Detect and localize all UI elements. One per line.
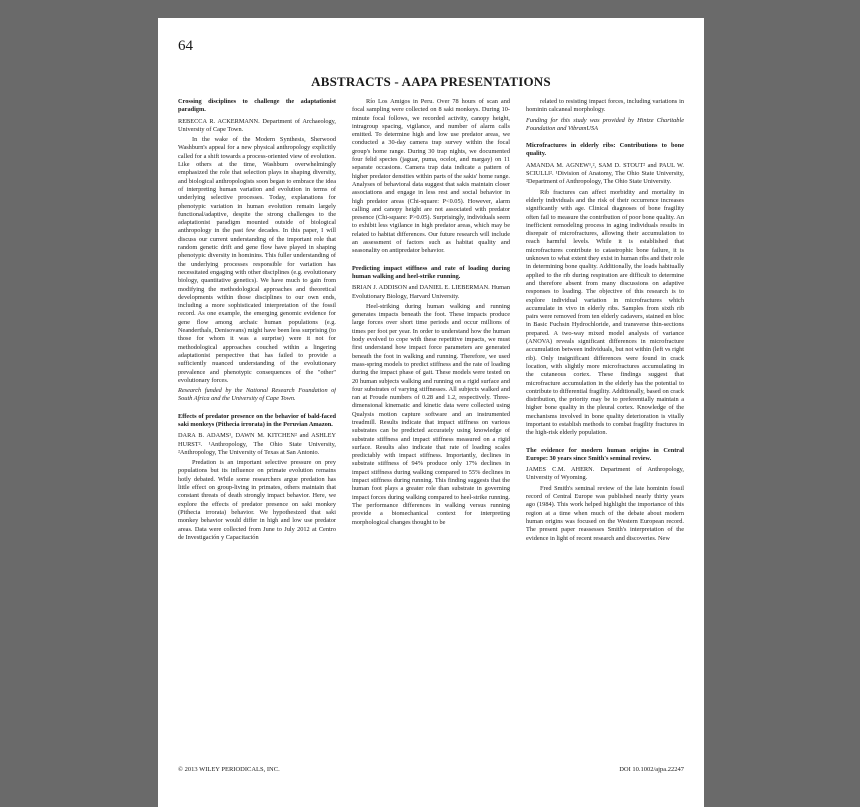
abstract-title: Predicting impact stiffness and rate of loading during human walking and heel-strike running. xyxy=(352,264,510,280)
abstract-authors: REBECCA R. ACKERMANN. Department of Archaeology, University of Cape Town. xyxy=(178,117,336,133)
abstract-body: In the wake of the Modern Synthesis, Sherwood Washburn's appeal for a new physical anthropology explicitly called for a shift towards a process-oriented view of evolution. Like others at the time, Washburn overwhelmingly emphasized the role that selection plays in shaping diversity, and biological anthropologists soon began to embrace the idea of interpreting human variation and evolution in terms of underlying selective processes. Today, explanations for phenotypic variation in human evolution remain largely functional/adaptive, despite the strong challenges to the adaptationist paradigm mounted outside of biological anthropology in the past few decades. In this paper, I will discuss our current understanding of the important role that random genetic drift and gene flow have played in shaping phenotypic diversity in hominins. This fuller understanding of the underlying processes responsible for variation has necessitated engaging with other disciplines (e.g. evolutionary biology, quantitative genetics). We have much to gain from modifying the methodological approaches and theoretical developments within those disciplines to our own ends, including a more sophisticated interpretation of the fossil record. As one example, the emerging genomic evidence for gene flow among archaic human populations (e.g. Neanderthals, Denisovans) might have been less surprising (to those for whom it was a surprise) were it not for methodological approaches couched within a lingering adaptationist perspective that has failed to provide a sufficiently nuanced understanding of the evolutionary prevalence and phenotypic consequences of the "other" evolutionary forces. xyxy=(178,136,336,384)
abstract-funding: Funding for this study was provided by Hintze Charitable Foundation and VibramUSA xyxy=(526,116,684,132)
abstract-body: Rib fractures can affect morbidity and mortality in elderly individuals and the risk of their occurrence increases significantly with age. Clinical diagnoses of bone fragility often fail to measure the contribution of poor bone quality. An inefficient remodeling process in aging individuals results in disrepair of microfractures, allowing their accumulation to reach harmful levels. While it is established that microfractures contribute to catastrophic bone failure, it is unknown to what extent they exist in human ribs and their role in determining bone quality. Additionally, the loads habitually applied to the rib during respiration are difficult to determine and therefore absent from many discussions on adaptive responses to loading. The objective of this research is to explore individual variation in microfractures which accumulate in vivo in elderly ribs. Samples from sixth rib pairs were removed from ten elderly cadavers, stained en bloc in Basic Fuchsin Hydrochloride, and transverse thin-sections prepared. A two-way mixed model analysis of variance (ANOVA) reveals significant differences in microfracture accumulation between individuals, but not within (left vs right rib). Only insignificant differences were found in crack location, with slightly more microfractures accumulating in the cutaneous cortex. These findings suggest that microfracture accumulation in the elderly has the potential to contribute to differential fragility. Additionally, based on crack distribution, the priority may be to preferentially maintain a higher bone quality in the pleural cortex. Knowledge of the mechanisms involved in bone quality deterioration is vitally important to establish methods to combat fragility fractures in the high-risk elderly population. xyxy=(526,188,684,437)
abstract-body: Río Los Amigos in Peru. Over 78 hours of scan and focal sampling were collected on 8 saki monkeys. During 10-minute focal follows, we recorded activity, canopy height, intragroup spacing, vigilance, and number of alarm calls emitted. To determine high and low use predator areas, we conducted a 30-day camera trap survey within the focal group's home range. During 30 trap nights, we documented four felid species (jaguar, puma, ocelot, and margay) on 11 separate occasions. Camera trap data indicate a pattern of higher predator densities within parts of the sakis' home range. Analyses of behavioral data suggest that sakis maintain closer associations and engage in less rest and social behavior in high predator areas (Chi-square: P<0.05). However, alarm calling and canopy height are not associated with predator presence (Chi-square: P>0.05). Surprisingly, individuals seem to exhibit less vigilance in high predator areas, which may be related to habitat differences. Our future research will include an assessment of factors such as habitat quality and seasonality on antipredator behavior. xyxy=(352,98,510,255)
abstract-body: Heel-striking during human walking and running generates impacts beneath the foot. These impacts produce large forces over short time periods and occur millions of times per foot per year. In order to understand how the human body evolved to cope with these repetitive impacts, we must first understand how impact force parameters are generated beneath the foot in walking and running. Therefore, we used mass-spring models to predict stiffness and the rate of loading during the impact phase of gait. These models were tested on 20 human subjects walking and running on a rigid surface and four substrates of varying stiffnesses. All subjects walked and ran at Froude numbers of 0.28 and 1.2, respectively. Three-dimensional kinematic and kinetic data were collected using Qualysis motion capture software and an instrumented treadmill. Results indicate that impact stiffness on various substrates can be predicted accurately using knowledge of substrate stiffness and impact stiffness measured on a rigid surface. Results also indicate that rate of loading scales predictably with impact stiffness. Importantly, declines in substrate stiffness of 94% produce only 17% declines in impact stiffness during walking compared to 55% declines in impact stiffness during running. This finding suggests that the human foot plays a greater role than substrate in governing impact forces during walking compared to heel-strike running. The performance differences in walking versus running provide a biomechanical context for interpreting morphological changes thought to be xyxy=(352,302,510,526)
abstract xyxy=(178,98,336,404)
doi: DOI 10.1002/ajpa.22247 xyxy=(619,766,684,773)
text-columns xyxy=(178,98,684,758)
abstract xyxy=(352,265,510,527)
abstract xyxy=(526,98,684,133)
abstract-authors: DARA B. ADAMS¹, DAWN M. KITCHEN² and ASHLEY HURST². ¹Anthropology, The Ohio State University, ²Anthropology, The University of Texas at San Antonio. xyxy=(178,432,336,456)
abstract xyxy=(526,142,684,437)
running-title: ABSTRACTS - AAPA PRESENTATIONS xyxy=(311,74,551,89)
abstract-funding: Research funded by the National Research Foundation of South Africa and the University of Cape Town. xyxy=(178,387,336,403)
abstract xyxy=(178,413,336,542)
abstract-authors: JAMES C.M. AHERN. Department of Anthropology, University of Wyoming. xyxy=(526,466,684,482)
abstract-body: Predation is an important selective pressure on prey populations but its influence on primate evolution remains hotly debated. While some researchers argue predation has little effect on group-living in primates, others maintain that constant threats of death strongly impact behavior. Here, we explore the effects of predator presence on saki monkey (Pithecia irrorata) behavior. We hypothesized that saki monkey behavior would differ in high and low use predator areas. Data were collected from June to July 2012 at Centro de Investigación y Capacitación xyxy=(178,459,336,541)
abstract-authors: BRIAN J. ADDISON and DANIEL E. LIEBERMAN. Human Evolutionary Biology, Harvard University. xyxy=(352,284,510,300)
page-number: 64 xyxy=(178,38,193,54)
abstract xyxy=(526,447,684,543)
abstract-title: Effects of predator presence on the behavior of bald-faced saki monkeys (Pithecia irrorata) in the Peruvian Amazon. xyxy=(178,412,336,428)
copyright-notice: © 2013 WILEY PERIODICALS, INC. xyxy=(178,766,280,773)
column-2 xyxy=(352,98,510,758)
column-3 xyxy=(526,98,684,758)
abstract-title: Crossing disciplines to challenge the adaptationist paradigm. xyxy=(178,98,336,114)
page-footer xyxy=(178,766,684,773)
abstract xyxy=(352,98,510,256)
abstract-title: The evidence for modern human origins in Central Europe: 30 years since Smith's seminal review. xyxy=(526,446,684,462)
abstract-title: Microfractures in elderly ribs: Contributions to bone quality. xyxy=(526,142,684,158)
abstract-body: Fred Smith's seminal review of the late hominin fossil record of Central Europe was published nearly thirty years ago (1984). This work helped highlight the importance of this region at a time when much of the debate about modern human origins was focused on the Western European record. The present paper reassesses Smith's interpretation of the evidence in light of recent research and discoveries. New xyxy=(526,484,684,542)
column-1 xyxy=(178,98,336,758)
abstract-authors: AMANDA M. AGNEW¹,², SAM D. STOUT² and PAUL W. SCIULLI². ¹Division of Anatomy, The Ohio State University, ²Department of Anthropology, The Ohio State University. xyxy=(526,161,684,186)
abstract-body: related to resisting impact forces, including variations in hominin calcaneal morphology. xyxy=(526,98,684,114)
journal-page xyxy=(158,18,704,807)
